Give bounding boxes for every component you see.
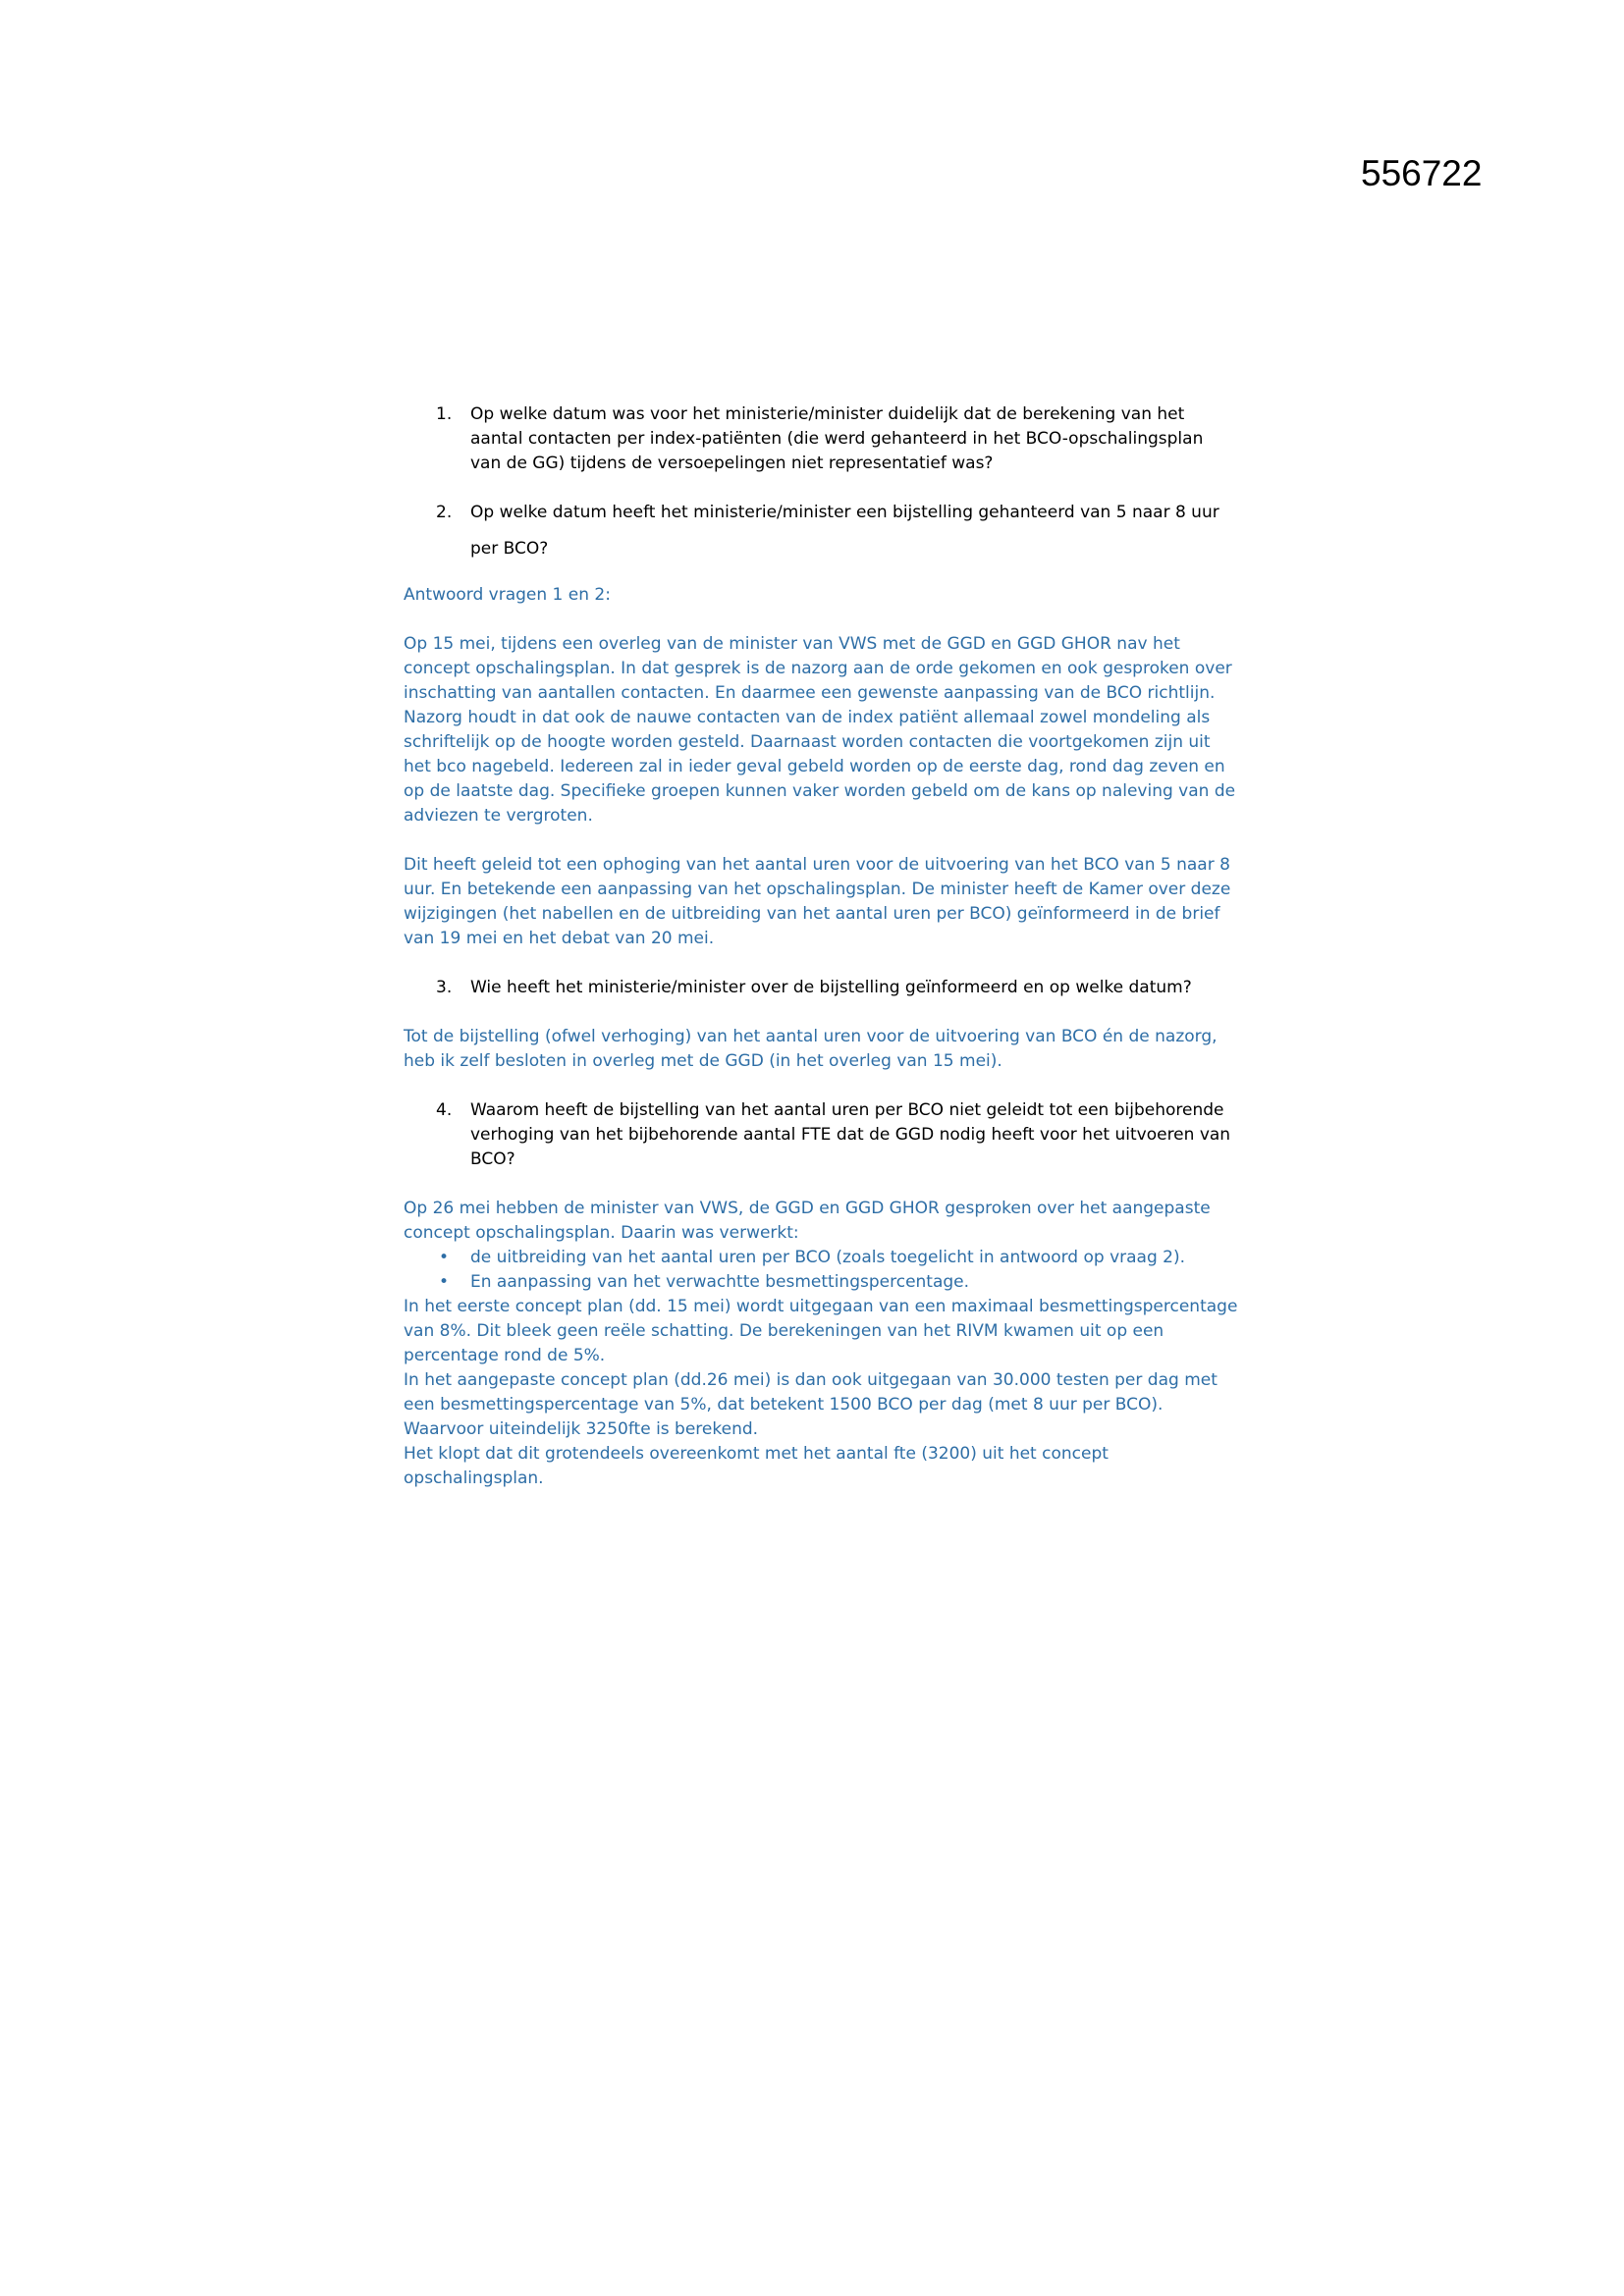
answer-paragraph: Op 26 mei hebben de minister van VWS, de GGD en GGD GHOR gesproken over het aangepaste concept opschalingsplan. Daarin was verwerkt: bbox=[404, 1199, 1211, 1243]
question-number: 3. bbox=[436, 978, 453, 997]
question-2 bbox=[404, 501, 1238, 561]
question-text: Waarom heeft de bijstelling van het aantal uren per BCO niet geleidt tot een bijbehorende verhoging van het bijbehorende aantal FTE dat de GGD nodig heeft voor het uitvoeren van BCO? bbox=[470, 1100, 1231, 1169]
bullet-icon: • bbox=[439, 1248, 450, 1267]
bullet-text: de uitbreiding van het aantal uren per BCO (zoals toegelicht in antwoord op vraag 2). bbox=[470, 1248, 1186, 1267]
question-3 bbox=[404, 976, 1238, 1000]
answer-paragraph: In het aangepaste concept plan (dd.26 mei) is dan ook uitgegaan van 30.000 testen per dag met een besmettingspercentage van 5%, dat betekent 1500 BCO per dag (met 8 uur per BCO). Waarvoor uiteindelijk 3250fte is berekend. bbox=[404, 1370, 1218, 1439]
question-text-line-1: Op welke datum heeft het ministerie/minister een bijstelling gehanteerd van 5 naar 8 uur bbox=[470, 503, 1219, 522]
question-number: 4. bbox=[436, 1100, 453, 1120]
question-text: Op welke datum was voor het ministerie/minister duidelijk dat de berekening van het aantal contacten per index-patiënten (die werd gehanteerd in het BCO-opschalingsplan van de GG) tijdens de versoepelingen niet representatief was? bbox=[470, 404, 1204, 473]
question-4 bbox=[404, 1098, 1238, 1172]
bullet-icon: • bbox=[439, 1272, 450, 1292]
answer-paragraph: Dit heeft geleid tot een ophoging van het aantal uren voor de uitvoering van het BCO van 5 naar 8 uur. En betekende een aanpassing van het opschalingsplan. De minister heeft de Kamer over deze wijzigingen (het nabellen en de uitbreiding van het aantal uren per BCO) geïnformeerd in de brief van 19 mei en het debat van 20 mei. bbox=[404, 855, 1231, 948]
bullet-item bbox=[404, 1246, 1238, 1270]
answer-heading: Antwoord vragen 1 en 2: bbox=[404, 585, 611, 605]
question-number: 1. bbox=[436, 404, 453, 424]
question-text: Wie heeft het ministerie/minister over de bijstelling geïnformeerd en op welke datum? bbox=[470, 978, 1192, 997]
bullet-list bbox=[404, 1246, 1238, 1295]
question-text-line-2: per BCO? bbox=[470, 539, 549, 559]
answer-paragraph: Het klopt dat dit grotendeels overeenkomt met het aantal fte (3200) uit het concept opschalingsplan. bbox=[404, 1444, 1109, 1488]
document-number: 556722 bbox=[1361, 153, 1483, 193]
bullet-text: En aanpassing van het verwachtte besmettingspercentage. bbox=[470, 1272, 970, 1292]
answer-paragraph: Tot de bijstelling (ofwel verhoging) van het aantal uren voor de uitvoering van BCO én de nazorg, heb ik zelf besloten in overleg met de GGD (in het overleg van 15 mei). bbox=[404, 1027, 1218, 1071]
answer-1-2 bbox=[404, 583, 1238, 951]
question-1 bbox=[404, 402, 1238, 476]
answer-4 bbox=[404, 1197, 1238, 1491]
answer-paragraph: Op 15 mei, tijdens een overleg van de minister van VWS met de GGD en GGD GHOR nav het concept opschalingsplan. In dat gesprek is de nazorg aan de orde gekomen en ook gesproken over inschatting van aantallen contacten. En daarmee een gewenste aanpassing van de BCO richtlijn. Nazorg houdt in dat ook de nauwe contacten van de index patiënt allemaal zowel mondeling als schriftelijk op de hoogte worden gesteld. Daarnaast worden contacten die voortgekomen zijn uit het bco nagebeld. Iedereen zal in ieder geval gebeld worden op de eerste dag, rond dag zeven en op de laatste dag. Specifieke groepen kunnen vaker worden gebeld om de kans op naleving van de adviezen te vergroten. bbox=[404, 634, 1236, 826]
bullet-item bbox=[404, 1270, 1238, 1295]
answer-3 bbox=[404, 1025, 1238, 1074]
answer-paragraph: In het eerste concept plan (dd. 15 mei) wordt uitgegaan van een maximaal besmettingspercentage van 8%. Dit bleek geen reële schatting. De berekeningen van het RIVM kwamen uit op een percentage rond de 5%. bbox=[404, 1297, 1238, 1365]
question-number: 2. bbox=[436, 503, 453, 522]
document-body bbox=[404, 402, 1238, 1491]
